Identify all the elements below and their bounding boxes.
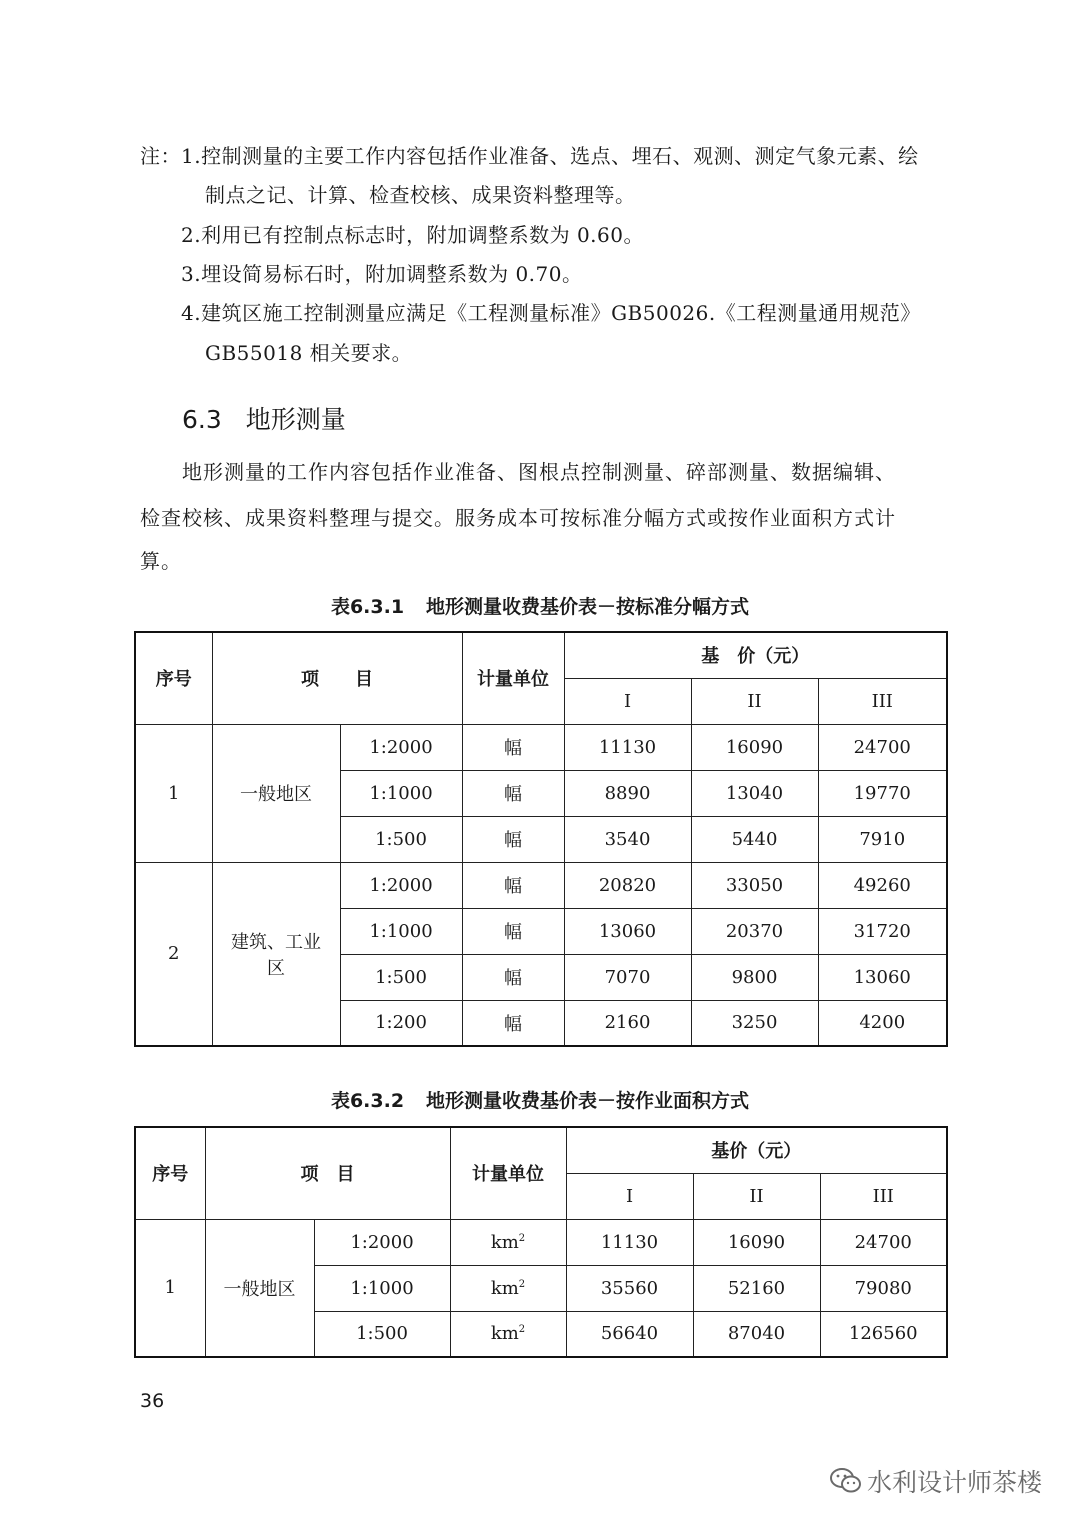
row-price-2: 52160 bbox=[693, 1265, 820, 1311]
table1-caption-number: 表6.3.1 bbox=[330, 596, 405, 618]
table1-caption bbox=[0, 592, 1080, 619]
row-price-2: 87040 bbox=[693, 1311, 820, 1357]
row-unit: 幅 bbox=[462, 770, 564, 816]
row-unit: 幅 bbox=[462, 816, 564, 862]
row-price-1: 7070 bbox=[564, 954, 691, 1000]
row-price-1: 13060 bbox=[564, 908, 691, 954]
row-price-2: 9800 bbox=[691, 954, 818, 1000]
row-price-2: 33050 bbox=[691, 862, 818, 908]
row-price-3: 31720 bbox=[818, 908, 947, 954]
row-unit-text: km bbox=[490, 1231, 519, 1253]
note-1: 注：1.控制测量的主要工作内容包括作业准备、选点、埋石、观测、测定气象元素、绘 bbox=[140, 144, 919, 168]
row-price-2: 3250 bbox=[691, 1000, 818, 1046]
header-class-3: III bbox=[820, 1173, 947, 1219]
row-unit-superscript: 2 bbox=[518, 1232, 526, 1244]
row-price-1: 11130 bbox=[566, 1219, 693, 1265]
row-seq: 1 bbox=[135, 724, 212, 862]
row-price-2: 16090 bbox=[693, 1219, 820, 1265]
paragraph-line: 检查校核、成果资料整理与提交。服务成本可按标准分幅方式或按作业面积方式计 bbox=[140, 506, 896, 530]
header-class-2: II bbox=[691, 678, 818, 724]
note-4: 4.建筑区施工控制测量应满足《工程测量标准》GB50026.《工程测量通用规范》 bbox=[181, 301, 921, 325]
header-unit: 计量单位 bbox=[462, 632, 564, 724]
row-price-3: 24700 bbox=[818, 724, 947, 770]
table2-caption-number: 表6.3.2 bbox=[330, 1090, 405, 1112]
row-scale: 1:500 bbox=[340, 816, 462, 862]
watermark-text: 水利设计师茶楼 bbox=[866, 1468, 1042, 1497]
row-unit: 幅 bbox=[462, 862, 564, 908]
header-seq: 序号 bbox=[135, 632, 212, 724]
row-unit: 幅 bbox=[462, 908, 564, 954]
header-class-1: I bbox=[564, 678, 691, 724]
row-price-3: 24700 bbox=[820, 1219, 947, 1265]
row-price-3: 7910 bbox=[818, 816, 947, 862]
wechat-icon bbox=[829, 1467, 863, 1495]
header-price: 基价（元） bbox=[566, 1127, 947, 1173]
row-item-name: 一般地区 bbox=[212, 724, 340, 862]
row-unit bbox=[450, 1219, 566, 1265]
header-class-2: II bbox=[693, 1173, 820, 1219]
header-class-3: III bbox=[818, 678, 947, 724]
row-seq: 2 bbox=[135, 862, 212, 1046]
row-seq: 1 bbox=[135, 1219, 205, 1357]
note-4-continued: GB55018 相关要求。 bbox=[205, 341, 413, 365]
row-price-3: 79080 bbox=[820, 1265, 947, 1311]
table-row bbox=[135, 862, 947, 908]
row-price-1: 20820 bbox=[564, 862, 691, 908]
row-unit-text: km bbox=[490, 1323, 519, 1345]
row-unit: 幅 bbox=[462, 724, 564, 770]
row-unit bbox=[450, 1265, 566, 1311]
watermark bbox=[829, 1463, 1042, 1499]
row-price-3: 19770 bbox=[818, 770, 947, 816]
row-price-1: 3540 bbox=[564, 816, 691, 862]
note-3: 3.埋设简易标石时，附加调整系数为 0.70。 bbox=[181, 262, 583, 286]
header-item: 项 目 bbox=[212, 632, 462, 724]
paragraph-line: 算。 bbox=[140, 549, 182, 573]
row-price-1: 35560 bbox=[566, 1265, 693, 1311]
header-unit: 计量单位 bbox=[450, 1127, 566, 1219]
row-price-2: 20370 bbox=[691, 908, 818, 954]
table1 bbox=[134, 631, 948, 1047]
section-title-text: 地形测量 bbox=[245, 405, 346, 434]
row-price-1: 56640 bbox=[566, 1311, 693, 1357]
row-scale: 1:1000 bbox=[340, 770, 462, 816]
row-price-3: 49260 bbox=[818, 862, 947, 908]
row-scale: 1:2000 bbox=[340, 862, 462, 908]
table1-caption-title: 地形测量收费基价表－按标准分幅方式 bbox=[426, 596, 750, 618]
row-price-2: 5440 bbox=[691, 816, 818, 862]
row-scale: 1:2000 bbox=[340, 724, 462, 770]
table2-caption-title: 地形测量收费基价表－按作业面积方式 bbox=[426, 1090, 750, 1112]
row-unit-text: km bbox=[490, 1277, 519, 1299]
row-unit-superscript: 2 bbox=[518, 1278, 526, 1290]
table2 bbox=[134, 1126, 948, 1358]
header-item: 项 目 bbox=[205, 1127, 450, 1219]
row-price-3: 4200 bbox=[818, 1000, 947, 1046]
row-price-1: 2160 bbox=[564, 1000, 691, 1046]
row-unit: 幅 bbox=[462, 1000, 564, 1046]
table-row bbox=[135, 724, 947, 770]
table-row bbox=[135, 1219, 947, 1265]
paragraph-line: 地形测量的工作内容包括作业准备、图根点控制测量、碎部测量、数据编辑、 bbox=[182, 460, 896, 484]
row-price-1: 11130 bbox=[564, 724, 691, 770]
section-number: 6.3 bbox=[182, 405, 222, 434]
row-item-name: 一般地区 bbox=[205, 1219, 314, 1357]
row-price-3: 13060 bbox=[818, 954, 947, 1000]
row-item-name-line1: 建筑、工业 bbox=[231, 931, 321, 953]
header-class-1: I bbox=[566, 1173, 693, 1219]
table2-caption bbox=[0, 1086, 1080, 1113]
header-seq: 序号 bbox=[135, 1127, 205, 1219]
row-item-name-line2: 区 bbox=[267, 957, 285, 979]
row-price-2: 16090 bbox=[691, 724, 818, 770]
row-item-name bbox=[212, 862, 340, 1046]
row-unit bbox=[450, 1311, 566, 1357]
row-price-1: 8890 bbox=[564, 770, 691, 816]
row-scale: 1:200 bbox=[340, 1000, 462, 1046]
row-unit: 幅 bbox=[462, 954, 564, 1000]
page-number: 36 bbox=[140, 1390, 165, 1412]
header-price: 基 价（元） bbox=[564, 632, 947, 678]
row-scale: 1:1000 bbox=[340, 908, 462, 954]
row-price-2: 13040 bbox=[691, 770, 818, 816]
note-2: 2.利用已有控制点标志时，附加调整系数为 0.60。 bbox=[181, 223, 644, 247]
section-heading bbox=[182, 400, 346, 436]
row-scale: 1:500 bbox=[340, 954, 462, 1000]
note-1-continued: 制点之记、计算、检查校核、成果资料整理等。 bbox=[205, 183, 636, 207]
row-scale: 1:1000 bbox=[314, 1265, 450, 1311]
row-price-3: 126560 bbox=[820, 1311, 947, 1357]
row-scale: 1:500 bbox=[314, 1311, 450, 1357]
row-scale: 1:2000 bbox=[314, 1219, 450, 1265]
row-unit-superscript: 2 bbox=[518, 1324, 526, 1336]
